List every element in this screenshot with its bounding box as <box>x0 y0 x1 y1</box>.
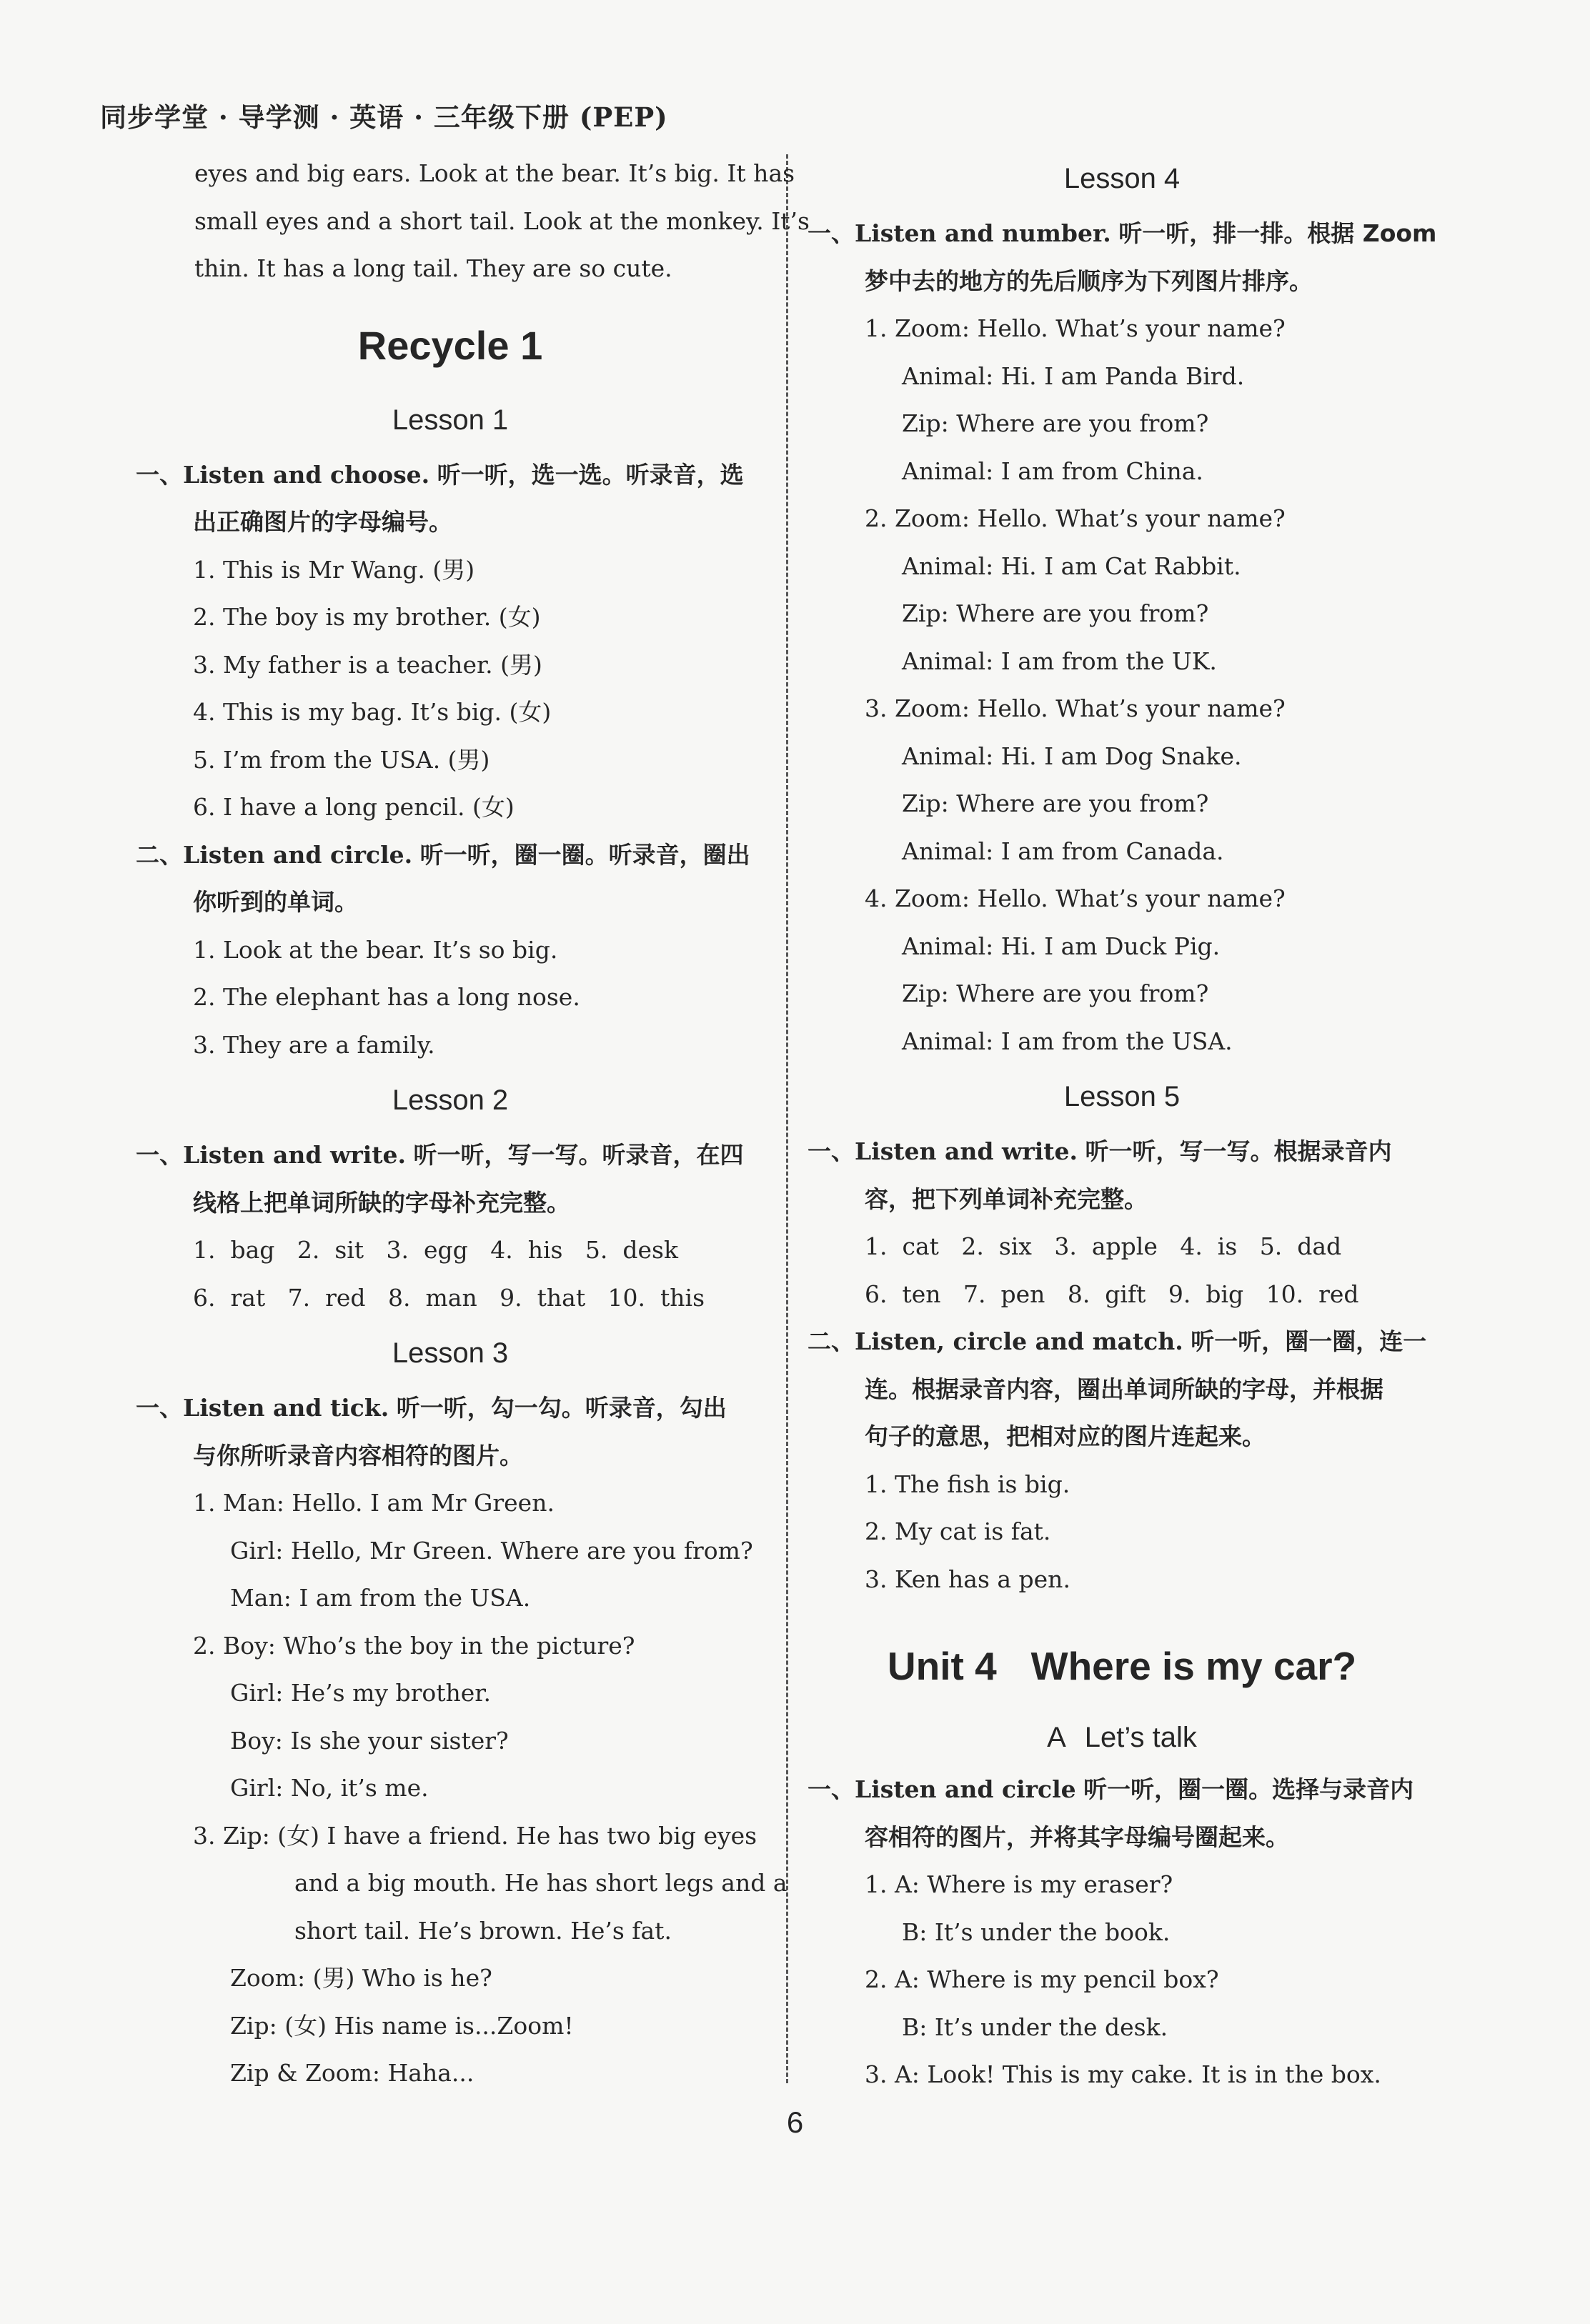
section-number: 二、 <box>808 1327 855 1355</box>
section-heading-cont <box>136 1432 765 1480</box>
dialogue-line: Animal: Hi. I am Dog Snake. <box>902 742 1242 770</box>
dialogue-line: Girl: Hello, Mr Green. Where are you from? <box>230 1536 753 1565</box>
dialogue-line: Animal: Hi. I am Panda Bird. <box>902 361 1245 390</box>
dialogue-line: and a big mouth. He has short legs and a <box>294 1869 787 1897</box>
list-item: 3. They are a family. <box>193 1030 435 1059</box>
recycle-title: Recycle 1 <box>357 322 543 368</box>
section-en: Listen and write. <box>183 1141 407 1169</box>
lesson-title: Lesson 1 <box>392 404 509 436</box>
intro-line: thin. It has a long tail. They are so cute. <box>194 254 672 282</box>
section-zh: 听一听，写一写。听录音，在四 <box>413 1141 744 1169</box>
dialogue-line: Girl: He’s my brother. <box>230 1679 491 1707</box>
section-zh: 听一听，写一写。根据录音内 <box>1085 1137 1392 1165</box>
section-number: 一、 <box>136 460 183 489</box>
dialogue-line: 3. Zip: (女) I have a friend. He has two big eyes <box>193 1821 757 1850</box>
dialogue-line: Zip: Where are you from? <box>902 979 1209 1007</box>
dialogue-line: Zip & Zoom: Haha... <box>230 2059 474 2087</box>
list-item: 6. I have a long pencil. (女) <box>193 793 515 821</box>
dialogue-line: 2. A: Where is my pencil box? <box>865 1965 1219 1993</box>
dialogue-line: Zip: Where are you from? <box>902 409 1209 437</box>
list-item: 3. My father is a teacher. (男) <box>193 650 542 679</box>
dialogue-line: 4. Zoom: Hello. What’s your name? <box>865 884 1286 912</box>
dialogue-line: 1. Man: Hello. I am Mr Green. <box>193 1489 555 1517</box>
dialogue-line: Animal: Hi. I am Duck Pig. <box>902 932 1221 960</box>
section-heading-cont <box>136 879 765 927</box>
dialogue-line: Zip: (女) His name is...Zoom! <box>230 2011 574 2040</box>
section-en: Listen and number. <box>855 219 1111 247</box>
lesson-title: Lesson 4 <box>1063 163 1181 194</box>
section-en: Listen and write. <box>855 1137 1078 1165</box>
dialogue-line: 3. A: Look! This is my cake. It is in the box. <box>865 2060 1381 2088</box>
section-heading-cont <box>136 1180 765 1227</box>
dialogue-line: 2. Boy: Who’s the boy in the picture? <box>193 1631 635 1660</box>
unit-title: Where is my car? <box>1030 1644 1357 1688</box>
list-item: 3. Ken has a pen. <box>865 1565 1070 1593</box>
section-zh: 与你所听录音内容相符的图片。 <box>193 1441 523 1470</box>
word-row: 1. bag 2. sit 3. egg 4. his 5. desk <box>193 1236 678 1264</box>
section-zh: 听一听，圈一圈，连一 <box>1191 1327 1427 1355</box>
section-zh: 梦中去的地方的先后顺序为下列图片排序。 <box>865 266 1313 295</box>
section-number: 一、 <box>808 1775 855 1803</box>
part-letter: A <box>1047 1722 1066 1753</box>
word-row: 6. rat 7. red 8. man 9. that 10. this <box>193 1283 705 1312</box>
section-heading-cont <box>808 1413 1436 1461</box>
section-heading <box>136 452 765 499</box>
section-zh: 线格上把单词所缺的字母补充完整。 <box>193 1188 570 1217</box>
dialogue-line: Girl: No, it’s me. <box>230 1774 429 1802</box>
section-en: Listen and circle. <box>183 840 413 869</box>
section-zh: 句子的意思，把相对应的图片连起来。 <box>865 1422 1266 1450</box>
list-item: 2. The boy is my brother. (女) <box>193 603 541 631</box>
section-number: 一、 <box>808 219 855 247</box>
dialogue-line: 1. Zoom: Hello. What’s your name? <box>865 314 1286 342</box>
section-zh: 容，把下列单词补充完整。 <box>865 1185 1148 1213</box>
dialogue-line: Animal: I am from China. <box>902 457 1203 485</box>
dialogue-line: 1. A: Where is my eraser? <box>865 1870 1173 1898</box>
dialogue-line: Zip: Where are you from? <box>902 599 1209 627</box>
intro-line: small eyes and a short tail. Look at the monkey. It’s <box>194 206 810 235</box>
dialogue-line: Zoom: (男) Who is he? <box>230 1964 492 1992</box>
dialogue-line: Animal: Hi. I am Cat Rabbit. <box>902 552 1241 580</box>
column-divider <box>786 154 788 2083</box>
section-en: Listen and tick. <box>183 1394 389 1422</box>
section-en: Listen, circle and match. <box>855 1327 1183 1355</box>
dialogue-line: B: It’s under the desk. <box>902 2013 1168 2041</box>
dialogue-line: Man: I am from the USA. <box>230 1584 531 1612</box>
section-zh: 连。根据录音内容，圈出单词所缺的字母，并根据 <box>865 1375 1383 1403</box>
section-heading <box>136 1385 765 1432</box>
section-number: 一、 <box>808 1137 855 1165</box>
dialogue-line: Animal: I am from the UK. <box>902 647 1217 675</box>
section-en: Listen and circle <box>855 1775 1076 1803</box>
dialogue-line: Animal: I am from Canada. <box>902 837 1224 865</box>
section-heading <box>136 832 765 879</box>
section-heading <box>808 210 1436 258</box>
part-heading <box>808 1709 1436 1766</box>
list-item: 2. My cat is fat. <box>865 1517 1051 1545</box>
section-heading <box>136 1132 765 1180</box>
dialogue-line: Boy: Is she your sister? <box>230 1726 509 1755</box>
unit-label: Unit 4 <box>887 1644 997 1688</box>
right-column <box>808 150 1436 2099</box>
section-number: 二、 <box>136 840 183 869</box>
dialogue-line: Zip: Where are you from? <box>902 789 1209 817</box>
lesson-title: Lesson 5 <box>1063 1081 1181 1112</box>
list-item: 5. I’m from the USA. (男) <box>193 745 490 774</box>
unit-heading <box>808 1623 1436 1709</box>
section-heading <box>808 1128 1436 1176</box>
section-heading <box>808 1766 1436 1814</box>
dialogue-line: Animal: I am from the USA. <box>902 1027 1233 1055</box>
list-item: 4. This is my bag. It’s big. (女) <box>193 698 552 726</box>
intro-line: eyes and big ears. Look at the bear. It’s big. It has <box>194 159 795 187</box>
section-heading-cont <box>808 1176 1436 1224</box>
section-heading-cont <box>808 1366 1436 1414</box>
section-zh: 听一听，选一选。听录音，选 <box>437 460 744 489</box>
section-number: 一、 <box>136 1141 183 1169</box>
page-number: 6 <box>786 2105 804 2139</box>
section-zh: 容相符的图片，并将其字母编号圈起来。 <box>865 1822 1289 1851</box>
list-item: 1. This is Mr Wang. (男) <box>193 555 475 584</box>
dialogue-line: 3. Zoom: Hello. What’s your name? <box>865 694 1286 722</box>
section-zh: 听一听，勾一勾。听录音，勾出 <box>396 1394 727 1422</box>
left-column <box>136 150 810 2098</box>
section-heading-cont <box>136 499 765 547</box>
list-item: 1. Look at the bear. It’s so big. <box>193 935 558 964</box>
list-item: 2. The elephant has a long nose. <box>193 983 580 1011</box>
section-en: Listen and choose. <box>183 460 430 489</box>
word-row: 1. cat 2. six 3. apple 4. is 5. dad <box>865 1232 1342 1260</box>
section-zh: 听一听，圈一圈。听录音，圈出 <box>419 840 750 869</box>
section-zh: 听一听，圈一圈。选择与录音内 <box>1083 1775 1414 1803</box>
word-row: 6. ten 7. pen 8. gift 9. big 10. red <box>865 1280 1359 1308</box>
section-zh: 听一听，排一排。根据 Zoom <box>1118 219 1437 247</box>
lesson-title: Lesson 2 <box>392 1084 509 1116</box>
running-header: 同步学堂 · 导学测 · 英语 · 三年级下册 (PEP) <box>100 101 668 133</box>
section-zh: 出正确图片的字母编号。 <box>193 508 452 536</box>
dialogue-line: 2. Zoom: Hello. What’s your name? <box>865 504 1286 532</box>
dialogue-line: B: It’s under the book. <box>902 1917 1171 1946</box>
lesson-title: Lesson 3 <box>392 1337 509 1369</box>
section-heading-cont <box>808 1814 1436 1862</box>
section-heading-cont <box>808 258 1436 306</box>
section-zh: 你听到的单词。 <box>193 888 358 916</box>
list-item: 1. The fish is big. <box>865 1470 1070 1498</box>
section-heading <box>808 1318 1436 1366</box>
part-title: Let’s talk <box>1084 1722 1197 1753</box>
dialogue-line: short tail. He’s brown. He’s fat. <box>294 1916 672 1945</box>
section-number: 一、 <box>136 1394 183 1422</box>
